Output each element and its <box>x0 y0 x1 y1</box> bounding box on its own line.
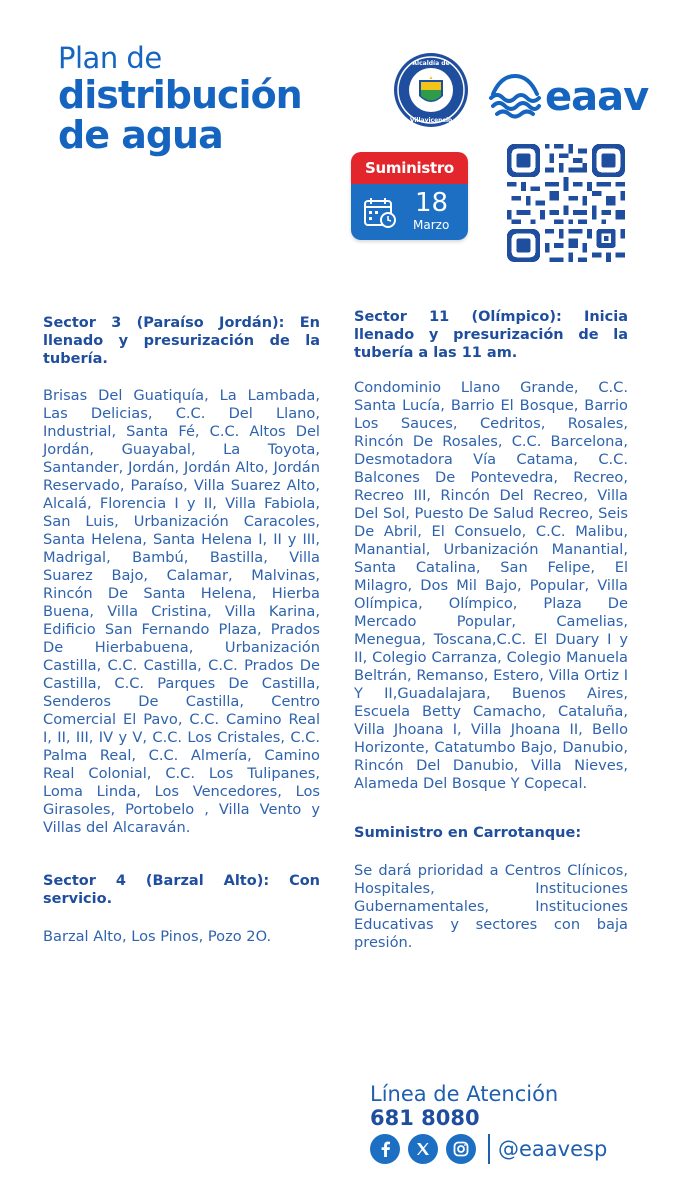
badge-month: Marzo <box>413 218 450 232</box>
carrotanque-heading: Suministro en Carrotanque: <box>354 825 582 841</box>
eaav-logo <box>487 66 657 128</box>
contact-phone[interactable]: 681 8080 <box>370 1106 480 1130</box>
sector-4-neighborhoods: Barzal Alto, Los Pinos, Pozo 2O. <box>43 928 272 945</box>
qr-code[interactable] <box>507 144 625 262</box>
supply-date-badge <box>351 152 468 240</box>
contact-block <box>370 1082 558 1130</box>
sector-3-heading: Sector 3 (Paraíso Jordán): En llenado y presurización de la tubería. <box>43 315 320 367</box>
social-links <box>370 1134 607 1164</box>
calendar-clock-icon <box>363 196 397 228</box>
contact-label: Línea de Atención <box>370 1082 559 1106</box>
eaav-wordmark: eaav <box>545 74 649 120</box>
sector-11-neighborhoods: Condominio Llano Grande, C.C. Santa Lucía, Barrio El Bosque, Barrio Los Sauces, Cedritos, Rosales, Rincón De Rosales, C.C. Barcelona, Desmotadora Vía Catama, C.C. Balcones De Pontevedra, Recreo, Recreo III, Rincón Del Recreo, Villa Del Sol, Puesto De Salud Recreo, Seis De Abril, El Consuelo, C.C. Malibu, Manantial, Urbanización Manantial, Santa Catalina, San Felipe, El Milagro, Dos Mil Bajo, Popular, Villa Olímpica, Olímpico, Plaza De Mercado Popular, Camelias, Menegua, Toscana,C.C. El Duary I y II, Colegio Carranza, Colegio Manuela Beltrán, Remanso, Estero, Villa Ortiz I Y II,Guadalajara, Buenos Aires, Escuela Betty Camacho, Cataluña, Villa Jhoana I, Villa Jhoana II, Bello Horizonte, Catatumbo Bajo, Danubio, Rincón Del Danubio, Villa Nieves, Alameda Del Bosque Y Copecal. <box>354 379 628 792</box>
x-twitter-icon[interactable] <box>408 1134 438 1164</box>
social-handle[interactable]: @eaavesp <box>498 1137 608 1161</box>
sector-4-heading: Sector 4 (Barzal Alto): Con servicio. <box>43 873 320 907</box>
instagram-icon[interactable] <box>446 1134 476 1164</box>
facebook-icon[interactable] <box>370 1134 400 1164</box>
seal-text-bottom: Villavicencio <box>409 117 453 124</box>
seal-text-top: Alcaldía de <box>412 60 450 67</box>
sector-11-heading: Sector 11 (Olímpico): Inicia llenado y presurización de la tubería a las 11 am. <box>354 309 628 361</box>
badge-date-panel <box>351 184 468 240</box>
badge-day: 18 <box>415 188 449 218</box>
sector-3-neighborhoods: Brisas Del Guatiquía, La Lambada, Las Delicias, C.C. Del Llano, Industrial, Santa Fé, C.C. Altos Del Jordán, Guayabal, La Toyota, Santander, Jordán, Jordán Alto, Jordán Reservado, Paraíso, Villa Suarez Alto, Alcalá, Florencia I y II, Villa Fabiola, San Luis, Urbanización Caracoles, Santa Helena, Santa Helena I, II y III, Madrigal, Bambú, Bastilla, Villa Suarez Bajo, Calamar, Malvinas, Rincón De Santa Helena, Hierba Buena, Villa Cristina, Villa Karina, Edificio San Fernando Plaza, Prados De Hierbabuena, Urbanización Castilla, C.C. Castilla, C.C. Prados De Castilla, C.C. Parques De Castilla, Senderos De Castilla, Centro Comercial El Pavo, C.C. Camino Real I, II, III, IV y V, C.C. Los Cristales, C.C. Palma Real, C.C. Almería, Camino Real Colonial, C.C. Los Tulipanes, Loma Linda, Los Vencedores, Los Girasoles, Portobelo , Villa Vento y Villas del Alcaraván. <box>43 387 320 836</box>
title-line-1: Plan de <box>58 41 162 75</box>
social-divider <box>488 1134 490 1164</box>
title-line-3: de agua <box>58 113 223 157</box>
carrotanque-body: Se dará prioridad a Centros Clínicos, Hospitales, Instituciones Gubernamentales, Instituciones Educativas y sectores con baja presión. <box>354 862 628 951</box>
badge-label: Suministro <box>351 152 468 184</box>
left-column <box>43 314 320 946</box>
right-column <box>354 308 628 952</box>
water-waves-icon <box>487 74 543 120</box>
title-line-2: distribución <box>58 73 302 117</box>
alcaldia-seal-logo <box>393 52 469 128</box>
page-title <box>58 42 302 155</box>
